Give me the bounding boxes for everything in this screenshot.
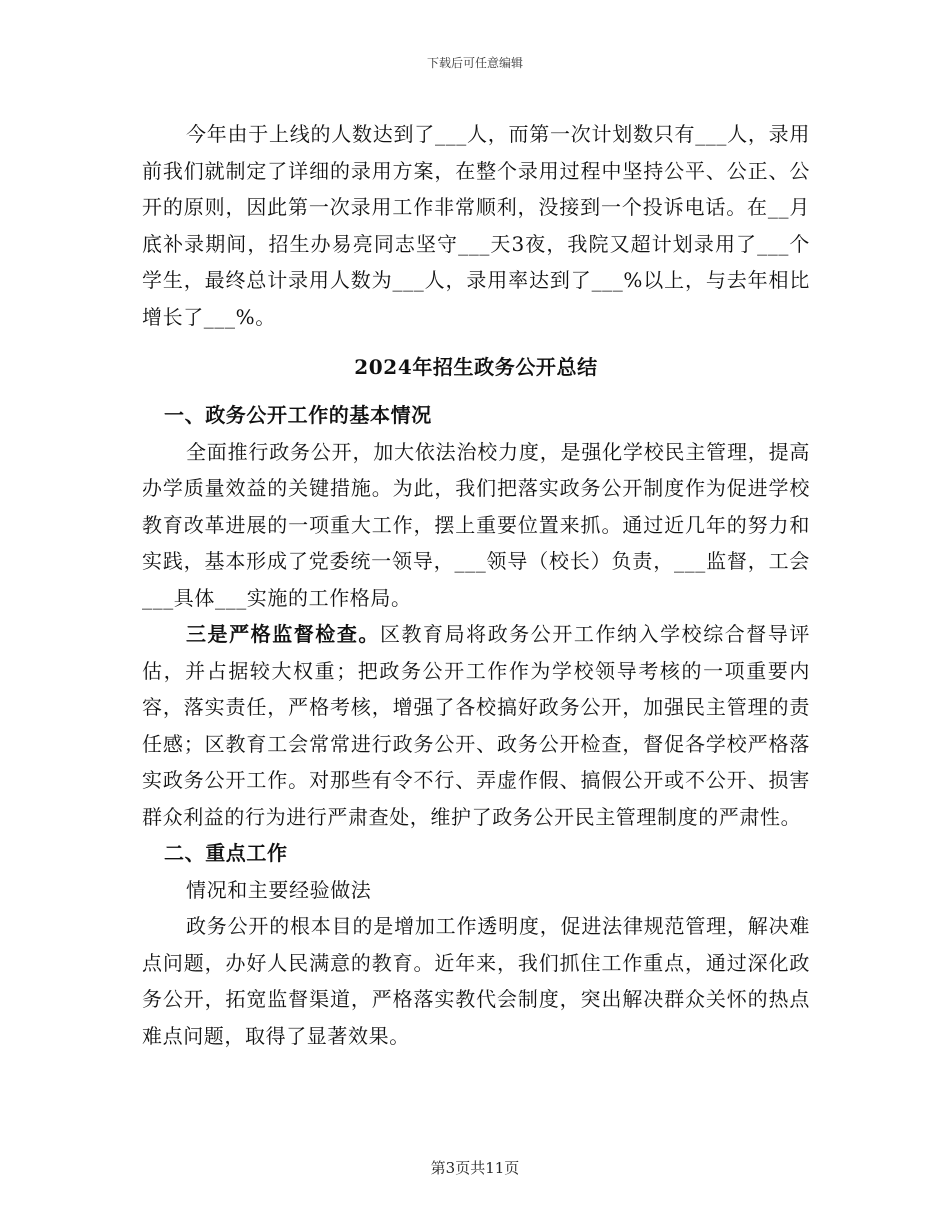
document-body: [142, 116, 810, 1054]
paragraph-admission-stats: 今年由于上线的人数达到了___人，而第一次计划数只有___人，录用前我们就制定了详细的录用方案，在整个录用过程中坚持公平、公正、公开的原则，因此第一次录用工作非常顺利，没接到一个投诉电话。在__月底补录期间，招生办易亮同志坚守___天3夜，我院又超计划录用了___个学生，最终总计录用人数为___人，录用率达到了___%以上，与去年相比增长了___%。: [142, 122, 810, 329]
section-heading-basic-situation: 一、政务公开工作的基本情况: [164, 403, 432, 427]
document-title: 2024年招生政务公开总结: [354, 355, 598, 379]
paragraph-supervision: [142, 616, 810, 835]
paragraph-transparency: 政务公开的根本目的是增加工作透明度，促进法律规范管理，解决难点问题，办好人民满意的教育。近年来，我们抓住工作重点，通过深化政务公开，拓宽监督渠道，严格落实教代会制度，突出解决群众关怀的热点难点问题，取得了显著效果。: [142, 914, 810, 1048]
page-header-note: 下载后可任意编辑: [426, 56, 523, 70]
paragraph-supervision-lead: 三是严格监督检查。: [186, 622, 380, 646]
paragraph-basic-situation: 全面推行政务公开，加大依法治校力度，是强化学校民主管理，提高办学质量效益的关键措施。为此，我们把落实政务公开制度作为促进学校教育改革进展的一项重大工作，摆上重要位置来抓。通过近几年的努力和实践，基本形成了党委统一领导，___领导（校长）负责，___监督，工会___具体___实施的工作格局。: [142, 439, 810, 610]
page-number: 第3页共11页: [430, 1159, 520, 1177]
subheading-experience: 情况和主要经验做法: [186, 877, 372, 902]
section-heading-key-work: 二、重点工作: [164, 841, 288, 865]
paragraph-supervision-body: 区教育局将政务公开工作纳入学校综合督导评估，并占据较大权重；把政务公开工作作为学校领导考核的一项重要内容，落实责任，严格考核，增强了各校搞好政务公开，加强民主管理的责任感；区教育工会常常进行政务公开、政务公开检查，督促各学校严格落实政务公开工作。对那些有令不行、弄虚作假、搞假公开或不公开、损害群众利益的行为进行严肃查处，维护了政务公开民主管理制度的严肃性。: [142, 622, 810, 829]
